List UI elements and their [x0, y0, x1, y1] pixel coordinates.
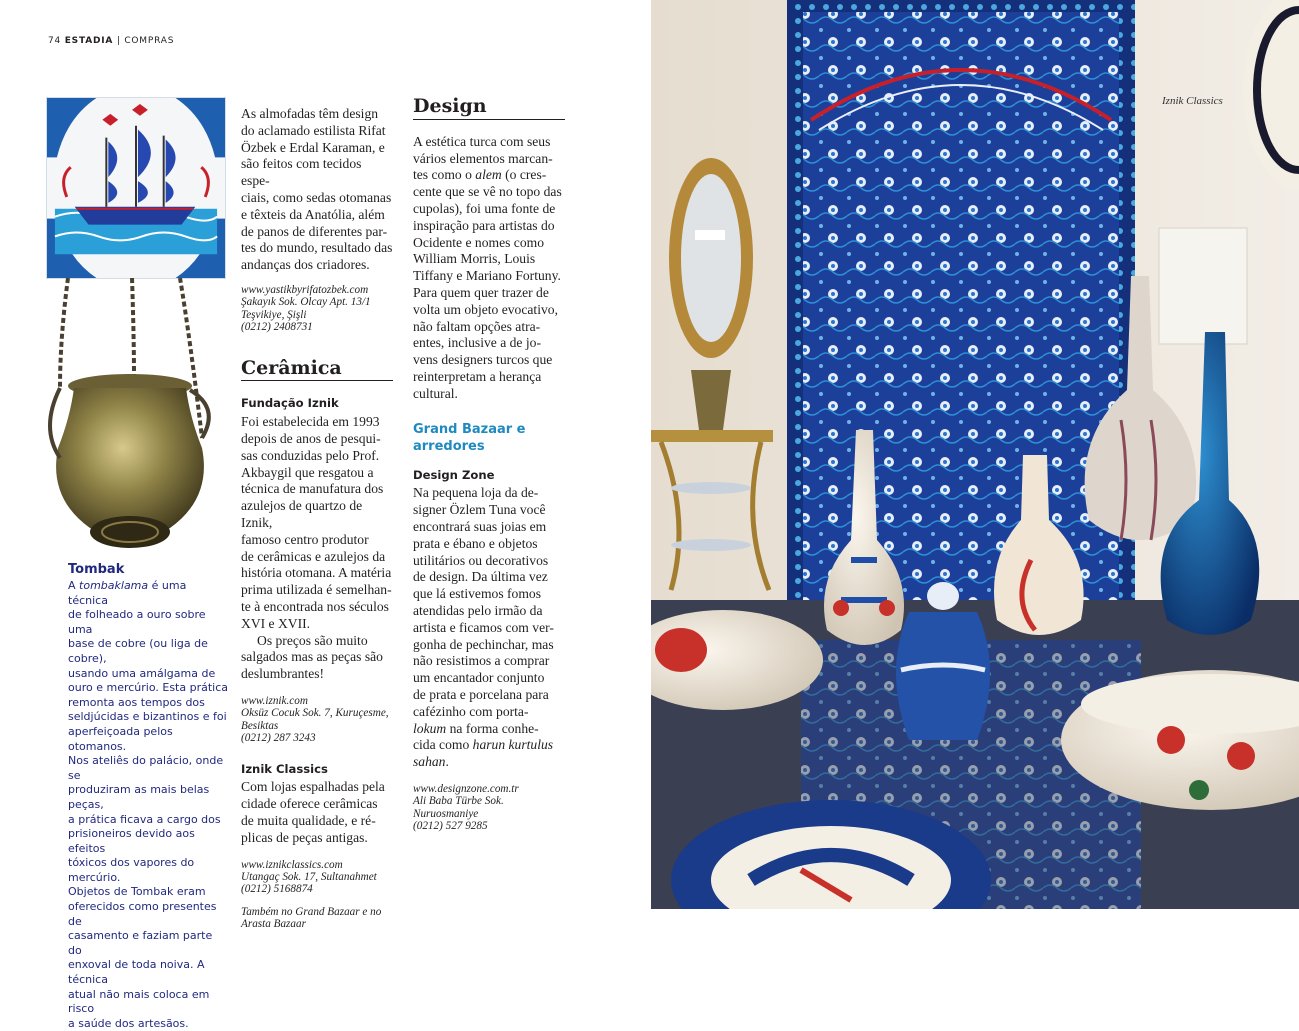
- subsection-name: COMPRAS: [124, 36, 175, 46]
- iznik-address: [241, 859, 393, 896]
- iznik-ceramics-photo: [651, 0, 1299, 909]
- sidebar-line: usando uma amálgama de: [68, 666, 216, 680]
- subheading-fundacao-iznik: Fundação Iznik: [241, 396, 339, 411]
- fundacao-prices-paragraph: [241, 633, 393, 683]
- fundacao-paragraph: [241, 414, 393, 632]
- sidebar-line: a prática ficava a cargo dos: [68, 812, 221, 826]
- text-line: Com lojas espalhadas pela: [241, 779, 385, 795]
- text-line: gonha de pechinchar, mas: [413, 636, 554, 652]
- text-line: cente que se vê no topo das: [413, 184, 562, 200]
- text-line: (o cres-: [501, 167, 547, 183]
- sidebar-line: ouro e mercúrio. Esta prática: [68, 681, 228, 695]
- sidebar-line: seldjúcidas e bizantinos e foi: [68, 710, 227, 724]
- text-line: não resistimos a comprar: [413, 653, 550, 669]
- text-line: cupolas), foi uma fonte de: [413, 200, 556, 216]
- text-line: vens designers turcos que: [413, 352, 553, 368]
- tombak-lamp-image: [30, 278, 230, 560]
- text-line: Os preços são muito: [257, 632, 368, 648]
- address-line: Oksüz Cocuk Sok. 7, Kuruçesme,: [241, 707, 389, 720]
- text-line: plicas de peças antigas.: [241, 829, 368, 845]
- text-line: cidade oferece cerâmicas: [241, 796, 378, 812]
- text-line: um encantador conjunto: [413, 670, 545, 686]
- term-alem: alem: [475, 167, 502, 183]
- sidebar-line: é uma técnica: [68, 579, 187, 607]
- ship-tile-image: [46, 97, 226, 279]
- phone-number: (0212) 527 9285: [413, 820, 488, 833]
- text-line: e têxteis da Anatólia, além: [241, 206, 385, 222]
- cushions-address: [241, 284, 393, 334]
- text-line: de prata e porcelana para: [413, 686, 549, 702]
- text-line: salgados mas as peças são: [241, 649, 383, 665]
- iznik-paragraph: [241, 779, 393, 846]
- sidebar-line: prisioneiros devido aos efeitos: [68, 827, 195, 855]
- design-zone-address: [413, 783, 565, 833]
- iznik-branches-note: [241, 906, 393, 931]
- sidebar-line: produziram as mais belas peças,: [68, 783, 210, 811]
- sidebar-line: enxoval de toda noiva. A técnica: [68, 958, 205, 987]
- website-link[interactable]: www.iznik.com: [241, 694, 308, 707]
- text-line: que lá estivemos fomos: [413, 586, 541, 602]
- text-line: tes como o: [413, 167, 476, 183]
- text-line: William Morris, Louis: [413, 251, 536, 267]
- fundacao-address: [241, 695, 393, 745]
- text-line: Tiffany e Mariano Fortuny.: [413, 268, 561, 284]
- text-line: Özbek e Erdal Karaman, e: [241, 139, 385, 155]
- text-line: história otomana. A matéria: [241, 565, 392, 581]
- area-heading-line: arredores: [413, 438, 485, 454]
- text-line: são feitos com tecidos espe-: [241, 156, 362, 189]
- address-line: Ali Baba Türbe Sok. Nuruosmaniye: [413, 795, 504, 820]
- text-line: .: [445, 754, 449, 770]
- running-header: [48, 36, 174, 46]
- address-line: Şakayık Sok. Olcay Apt. 13/1: [241, 296, 371, 309]
- text-line: artista e ficamos com ver-: [413, 619, 554, 635]
- page-number: 74: [48, 36, 62, 46]
- text-line: na forma conhe-: [446, 720, 539, 736]
- text-line: andanças dos criadores.: [241, 257, 370, 273]
- text-line: Ocidente e nomes como: [413, 234, 544, 250]
- sidebar-line: casamento e faziam parte do: [68, 929, 213, 957]
- phone-number: (0212) 287 3243: [241, 732, 316, 745]
- sidebar-line: A: [68, 579, 80, 592]
- text-line: não faltam opções atra-: [413, 318, 541, 334]
- text-line: tes do mundo, resultado das: [241, 240, 393, 256]
- text-line: inspiração para artistas do: [413, 217, 555, 233]
- website-link[interactable]: www.yastikbyrifatozbek.com: [241, 283, 369, 296]
- sidebar-line: Objetos de Tombak eram: [68, 885, 206, 899]
- text-line: entes, inclusive a de jo-: [413, 335, 541, 351]
- sidebar-line: oferecidos como presentes de: [68, 900, 217, 928]
- tombak-sidebar: [68, 562, 228, 1031]
- text-line: prata e ébano e objetos: [413, 535, 538, 551]
- design-zone-paragraph: [413, 485, 565, 771]
- text-line: Foi estabelecida em 1993: [241, 414, 380, 430]
- text-line: técnica de manufatura dos: [241, 481, 384, 497]
- phone-number: (0212) 5168874: [241, 883, 313, 896]
- address-line: Utangaç Sok. 17, Sultanahmet: [241, 870, 377, 883]
- sidebar-text: [68, 579, 228, 1031]
- text-line: de panos de diferentes par-: [241, 223, 388, 239]
- text-line: Na pequena loja da de-: [413, 485, 539, 501]
- section-heading-ceramica: Cerâmica: [241, 360, 393, 382]
- website-link[interactable]: www.iznikclassics.com: [241, 858, 343, 871]
- text-line: XVI e XVII.: [241, 615, 311, 631]
- text-line: azulejos de quartzo de Iznik,: [241, 498, 363, 530]
- text-line: As almofadas têm design: [241, 106, 379, 121]
- sidebar-line: de folheado a ouro sobre uma: [68, 608, 206, 636]
- header-separator: |: [116, 36, 121, 46]
- text-line: cida como: [413, 737, 473, 753]
- text-line: ciais, como sedas otomanas: [241, 189, 392, 205]
- website-link[interactable]: www.designzone.com.tr: [413, 782, 519, 795]
- sidebar-line: Nos ateliês do palácio, onde se: [68, 754, 224, 782]
- design-paragraph: [413, 134, 565, 403]
- sidebar-line: remonta aos tempos dos: [68, 695, 205, 709]
- text-line: signer Özlem Tuna você: [413, 502, 546, 518]
- sidebar-line: base de cobre (ou liga de cobre),: [68, 637, 208, 665]
- sidebar-term: tombaklama: [79, 579, 149, 592]
- address-line: Besiktas: [241, 719, 279, 732]
- text-line: sas conduzidas pelo Prof.: [241, 447, 380, 463]
- text-line: te à encontrada nos séculos: [241, 598, 389, 614]
- area-heading-line: Grand Bazaar e: [413, 421, 526, 437]
- text-line: depois de anos de pesqui-: [241, 430, 381, 446]
- cushions-paragraph: [241, 106, 393, 274]
- text-line: cultural.: [413, 385, 458, 401]
- text-line: vários elementos marcan-: [413, 150, 553, 166]
- text-line: utilitários ou decorativos: [413, 552, 549, 568]
- term-lokum: lokum: [413, 720, 447, 736]
- sidebar-line: a saúde dos artesãos.: [68, 1016, 189, 1030]
- text-line: prima utilizada é semelhan-: [241, 582, 392, 598]
- text-line: reinterpretam a herança: [413, 368, 542, 384]
- subheading-iznik-classics: Iznik Classics: [241, 761, 328, 776]
- term-harun-kurtulus: harun kurtulus: [472, 737, 554, 753]
- section-heading-design: Design: [413, 98, 565, 120]
- address-line: Arasta Bazaar: [241, 918, 306, 931]
- phone-number: (0212) 2408731: [241, 321, 313, 334]
- text-line: Para quem quer trazer de: [413, 284, 549, 300]
- text-line: volta um objeto evocativo,: [413, 301, 558, 317]
- photo-caption: Iznik Classics: [1162, 95, 1223, 107]
- sidebar-title: Tombak: [68, 562, 125, 577]
- column-design: [413, 95, 565, 833]
- text-line: deslumbrantes!: [241, 666, 325, 682]
- text-line: do aclamado estilista Rifat: [241, 122, 386, 138]
- section-name: ESTADIA: [64, 36, 114, 46]
- address-line: Teşvikiye, Şişli: [241, 308, 307, 321]
- text-line: A estética turca com seus: [413, 133, 551, 149]
- area-heading-grand-bazaar: [413, 421, 565, 455]
- text-line: encontrará suas joias em: [413, 518, 547, 534]
- address-line: Também no Grand Bazaar e no: [241, 905, 382, 918]
- text-line: de design. Da última vez: [413, 569, 548, 585]
- text-line: cafézinho com porta-: [413, 703, 529, 719]
- text-line: de muita qualidade, e ré-: [241, 812, 376, 828]
- sidebar-line: aperfeiçoada pelos otomanos.: [68, 724, 173, 753]
- text-line: atendidas pelo irmão da: [413, 602, 543, 618]
- term-sahan: sahan: [413, 754, 446, 770]
- column-ceramics: [241, 106, 393, 931]
- sidebar-line: atual não mais coloca em risco: [68, 987, 210, 1016]
- subheading-design-zone: Design Zone: [413, 467, 495, 482]
- text-line: de cerâmicas e azulejos da: [241, 548, 386, 564]
- text-line: Akbaygil que resgatou a: [241, 464, 374, 480]
- text-line: famoso centro produtor: [241, 531, 369, 547]
- sidebar-line: tóxicos dos vapores do mercúrio.: [68, 856, 195, 884]
